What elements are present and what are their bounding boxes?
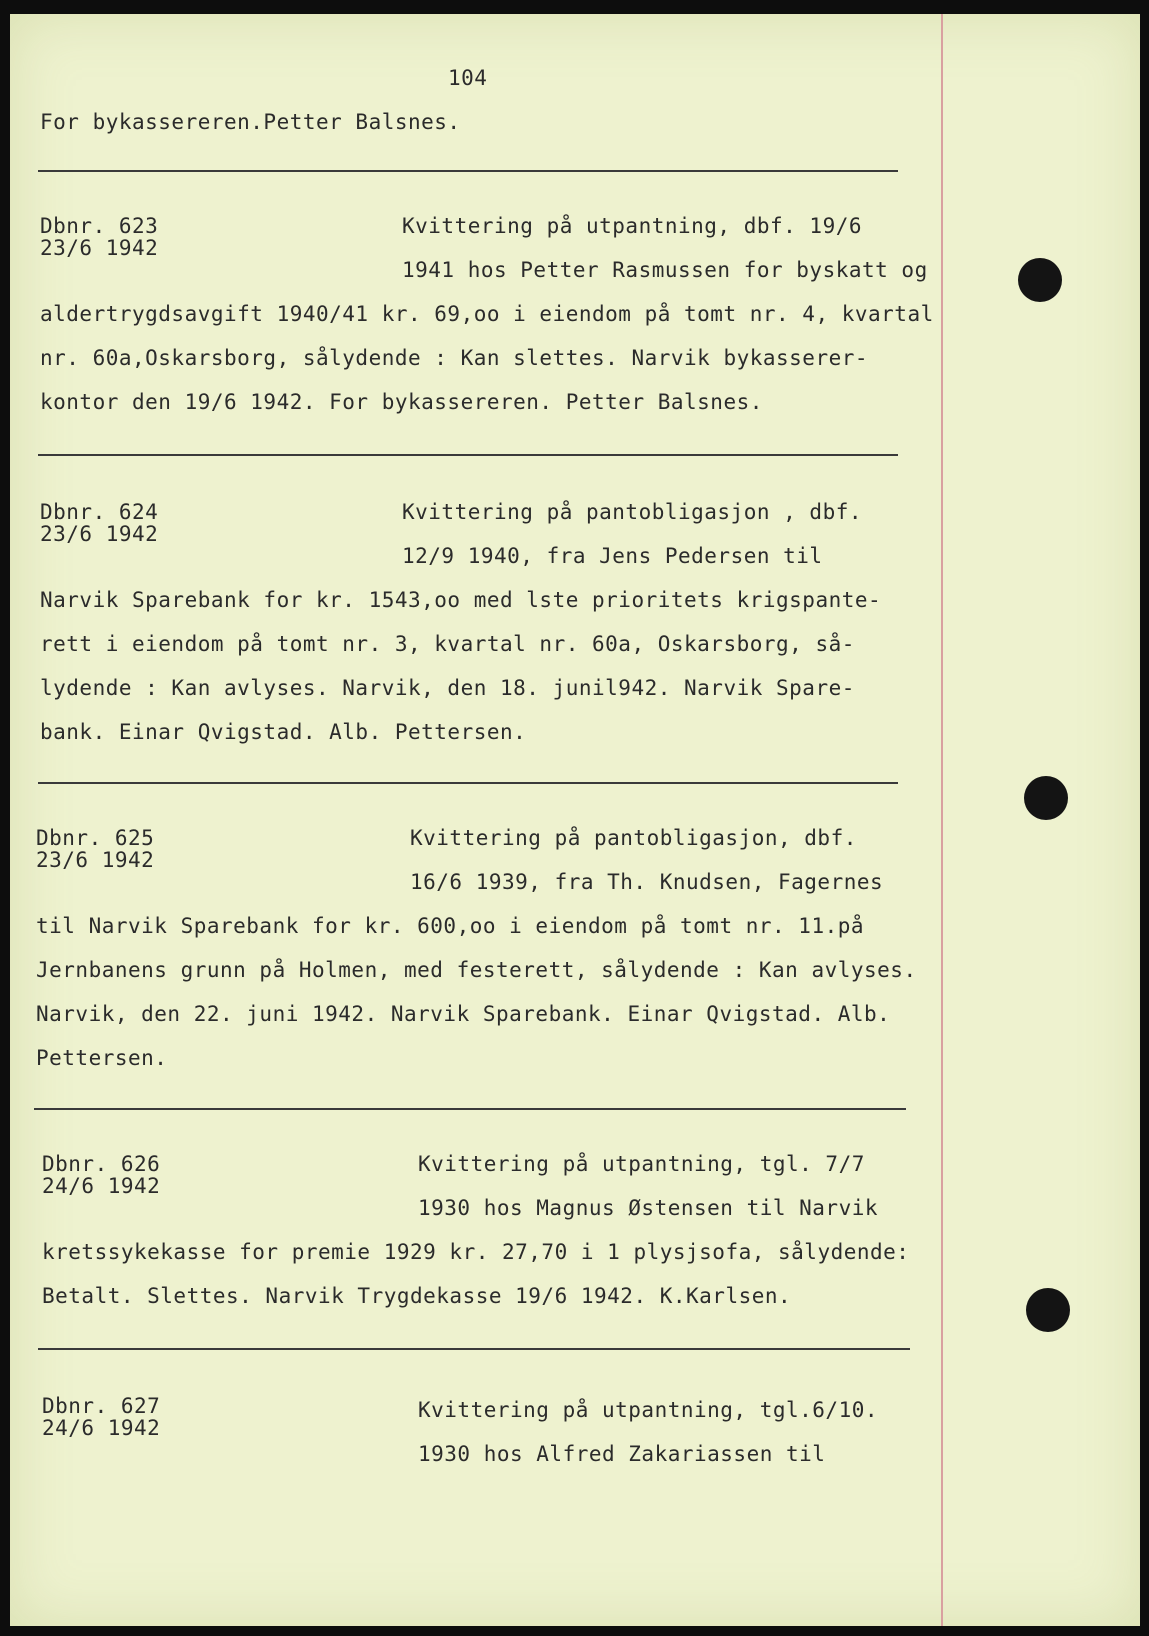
entry-line: Kvittering på pantobligasjon , dbf. bbox=[402, 500, 863, 524]
entry-line: lydende : Kan avlyses. Narvik, den 18. junil942. Narvik Spare- bbox=[40, 676, 855, 700]
divider bbox=[34, 1108, 906, 1110]
entry-line: Pettersen. bbox=[36, 1046, 168, 1070]
divider bbox=[38, 782, 898, 784]
margin-line bbox=[941, 14, 943, 1626]
entry-date: 24/6 1942 bbox=[42, 1174, 161, 1198]
entry-line: Narvik Sparebank for kr. 1543,oo med lste prioritets krigspante- bbox=[40, 588, 882, 612]
entry-dbnr: Dbnr. 624 bbox=[40, 500, 159, 524]
entry-line: Jernbanens grunn på Holmen, med festerett, sålydende : Kan avlyses. bbox=[36, 958, 917, 982]
top-line: For bykassereren.Petter Balsnes. bbox=[40, 110, 461, 134]
entry-line: bank. Einar Qvigstad. Alb. Pettersen. bbox=[40, 720, 527, 744]
entry-dbnr: Dbnr. 627 bbox=[42, 1394, 161, 1418]
entry-dbnr: Dbnr. 625 bbox=[36, 826, 155, 850]
entry-line: nr. 60a,Oskarsborg, sålydende : Kan slettes. Narvik bykasserer- bbox=[40, 346, 869, 370]
entry-line: Kvittering på utpantning, dbf. 19/6 bbox=[402, 214, 863, 238]
divider bbox=[38, 454, 898, 456]
entry-line: 12/9 1940, fra Jens Pedersen til bbox=[402, 544, 823, 568]
entry-line: 1930 hos Alfred Zakariassen til bbox=[418, 1442, 826, 1466]
document-page bbox=[10, 14, 1140, 1626]
entry-line: Narvik, den 22. juni 1942. Narvik Sparebank. Einar Qvigstad. Alb. bbox=[36, 1002, 891, 1026]
entry-dbnr: Dbnr. 623 bbox=[40, 214, 159, 238]
entry-line: 1930 hos Magnus Østensen til Narvik bbox=[418, 1196, 879, 1220]
entry-line: kretssykekasse for premie 1929 kr. 27,70 i 1 plysjsofa, sålydende: bbox=[42, 1240, 910, 1264]
entry-date: 23/6 1942 bbox=[40, 522, 159, 546]
punch-hole bbox=[1026, 1288, 1070, 1332]
page-number: 104 bbox=[448, 66, 488, 90]
entry-line: Kvittering på utpantning, tgl. 7/7 bbox=[418, 1152, 865, 1176]
entry-line: 1941 hos Petter Rasmussen for byskatt og bbox=[402, 258, 928, 282]
entry-line: rett i eiendom på tomt nr. 3, kvartal nr. 60a, Oskarsborg, så- bbox=[40, 632, 855, 656]
entry-date: 23/6 1942 bbox=[40, 236, 159, 260]
divider bbox=[38, 1348, 910, 1350]
punch-hole bbox=[1018, 258, 1062, 302]
entry-line: aldertrygdsavgift 1940/41 kr. 69,oo i eiendom på tomt nr. 4, kvartal bbox=[40, 302, 934, 326]
entry-dbnr: Dbnr. 626 bbox=[42, 1152, 161, 1176]
entry-line: Kvittering på utpantning, tgl.6/10. bbox=[418, 1398, 879, 1422]
punch-hole bbox=[1024, 776, 1068, 820]
divider bbox=[38, 170, 898, 172]
entry-line: Kvittering på pantobligasjon, dbf. bbox=[410, 826, 857, 850]
entry-line: Betalt. Slettes. Narvik Trygdekasse 19/6 1942. K.Karlsen. bbox=[42, 1284, 792, 1308]
entry-date: 23/6 1942 bbox=[36, 848, 155, 872]
entry-line: 16/6 1939, fra Th. Knudsen, Fagernes bbox=[410, 870, 884, 894]
entry-line: kontor den 19/6 1942. For bykassereren. Petter Balsnes. bbox=[40, 390, 763, 414]
entry-date: 24/6 1942 bbox=[42, 1416, 161, 1440]
entry-line: til Narvik Sparebank for kr. 600,oo i eiendom på tomt nr. 11.på bbox=[36, 914, 865, 938]
